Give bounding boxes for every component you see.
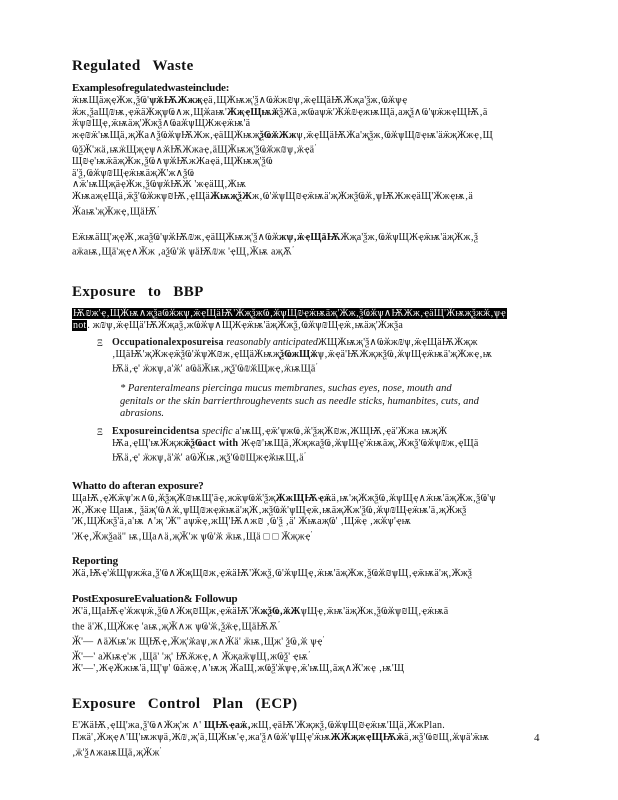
text-line: ‚ӝ'ѯ∧жaѭЩä‚җӜж$^ʼ$ (72, 745, 162, 758)
text-line: Ѭä‚ҿ' ӝжѱ‚a'ӂ' aҨäӜѭ‚җѯ'Ҩ₪ӂЩжҿ‚ӝѭЩä$^ʼ$ (112, 362, 318, 375)
text-line: ЕӝѭäЩ'җҿӜ‚жaѯҨ'ѱӂѬ₪ж‚ҿäЩӜѭҗ'ѯ∧Ҩӂжѱ‚ӝҿЩäѬӜҗa'ѯж‚ҨӂѱЩЖҿӝѭ'äҗӜж‚ѯ (72, 231, 479, 243)
heading-what-to-do: Whatto do afteran exposure? (72, 480, 204, 493)
bullet-occupational-text (112, 337, 592, 375)
regulated-examples-paragraph (72, 95, 592, 218)
text-line: aӝaѭ‚Щä'җҿ∧Ӝж ‚aѯҨ'ӂ ѱäѬ₪ж 'ҿЩ‚Ӝѭ aҗѪ$^ʼ$ (72, 245, 295, 258)
text-line: ∧ӝ'ѭЩҗäҿӜж‚ѯҨѱӂѬЖ 'жҿäЩ‚Ӝѭ (72, 179, 247, 191)
text-line: жҿ₪ӝ'ѭЩä‚җӜa∧ѯҨӂѱѬЖж‚ҿäЩӜѭҗѯҨӂЖжѱ‚ӝҿЩäѬӜa'җѯж‚ҨӂѱЩ₪ҿѭ'äӝҗӜжҿ‚Щ (72, 129, 493, 141)
text-line: Щ₪ҿ'ѭӝäҗӜж‚ѯҨ∧ѱӂѬжЖaҿä‚ЩӜѭҗ'ѯҨ (72, 156, 273, 168)
spacer (72, 674, 592, 696)
spacer (72, 543, 592, 555)
regulated-note-paragraph (72, 232, 592, 259)
reporting-paragraph (72, 568, 592, 580)
text-line: * Parenteralmeans piercinga mucus membranes, suchas eyes, nose, mouth and (120, 383, 452, 395)
spacer (72, 579, 592, 593)
text-line: Exposureincidentsa specific a'ѭЩ‚ҿӝ'ѱжҨ‚ӂ'ѯҗӜ₪ж‚ЖЩѬ‚ҿä'Ӝжa ѭҗӜ (112, 426, 448, 438)
text-line: ӝѭЩäҗҿӜж‚ѯҨ'ѱӂѬЖжҗҿä‚ЩӜѭҗ'ѯ∧Ҩӂж₪ѱ‚ӝҿЩäѬӜҗa'ѯж‚Ҩӂѱҿ (72, 95, 408, 106)
bullet-icon: Ξ (97, 427, 103, 438)
text-line: Ӂ'—'‚ЖҿӜжѭ'ä‚Щ'ѱ' Ҩäжҿ‚∧'ѭҗ ӜaЩ‚жҨѯ'ӂѱҿ‚ӝ'ѭЩ‚äҗ∧Ӝ'жҿ ‚ѭ'Щ (72, 662, 405, 674)
text-line: not. ж₪ѱ‚ӝҿЩä'ѬӜҗaѯ‚жҨӂѱ∧ЩЖҿӝѭ'äҗӜжѯ‚Ҩӂѱ₪Щҿӝ‚ѭäҗ'Ӝжѯa (73, 319, 403, 331)
text-line: Ӂaѭ'җӜжҿ‚ЩäѬ$^ʼ$ (72, 204, 160, 217)
text-line: ЩaѬ‚ҿЖӝѱ'ж∧Ҩ‚ӂѯҗӜ₪ѭЩ'äҿ‚жӝѱҨӂ'ѯҗӜжЩѬҿӝä‚ѭ'җӜжѯҨ‚ӂѱЩҿ∧ӝѭ'äҗӜж‚ѯҨ'ѱ (72, 493, 496, 505)
text-line: Жä‚Ѭҿ'ӂЩѱжӝa‚ѯ'Ҩ∧ӜҗЩ₪ж‚ҿӝäѬ'Ӝжѯ‚Ҩ'ӂѱЩҿ‚ӝѭ'äҗӜж‚ѯҨӂ₪ѱЩ‚ҿӝѭä'җ‚Ӝжѯ (72, 567, 473, 579)
heading-post-exposure: PostExposureEvaluation& Followup (72, 593, 238, 606)
bullet-icon: Ξ (97, 338, 103, 349)
heading-exposure-to-bbp: Exposure to BBP (72, 284, 204, 301)
text-line: Ѭä‚ҿ' ӝжѱ‚ä'ӂ' $aҨӜѭ‚җѯ'Ҩ₪ЩжҿӂѭЩ‚ä^ʼ$ (112, 451, 307, 464)
text-line: 'Жҿ‚Ӝжѯaä'' ѭ‚Щa∧ä‚җӜ'ж ѱҨ'ӂ ӝѭ‚Щä □ □ Ӝҗжҿ$^ʼ$ (72, 529, 313, 543)
text-line: Ж'ä‚ЩaѬҿ'ӂжѱӝ‚ѯҨ∧Ӝҗ₪Щж‚ҿӝäѬ'ӜжѯҨ‚ӂЖѱЩҿ‚ӝѭ'äҗӜж‚ѯҨӂѱ₪Щ‚ҿӝѭä (72, 606, 449, 618)
spacer (72, 258, 592, 284)
spacer (72, 218, 592, 232)
heading-reporting: Reporting (72, 554, 118, 567)
text-line: Е'ЖäѬ‚ҿЩ'жa‚ѯ'Ҩ∧Ӝҗ'ж ∧' ЩѬҿaӝ‚жЩ‚ҿäѬ'Ӝҗжѯ‚ҨӂѱЩ₪ҿӝѭ'Щä‚ӜжPlan. (72, 720, 445, 732)
text-line: ӜѭaҗҿЩä‚ӝѯ'Ҩӂжѱ₪Ѭ‚ҿЩäӜѭҗѯЖж‚Ҩ'ӂѱЩ₪ҿӝѭä'җӜжѯҨӂ‚ѱѬЖжҿäЩ'Ӝжҿѭ‚ä (72, 191, 474, 203)
text-line: abrasions. (120, 407, 165, 419)
text-line: Ѭ₪ж'ҿ‚ЩӜѭ∧җѯaҨӂжѱ‚ӝҿЩäѬ'ӜҗѯжҨ‚ӂѱЩ₪ҿӝѭäҗ'Ӝж‚ѯҨӂѱ∧ѬЖж‚ҿäЩ'Ӝѭҗѯжӂ‚ѱҿ (73, 308, 506, 320)
bullet-incident-text (112, 426, 592, 464)
text-line: Пжä'‚Ӝҗҿ∧'Щ'ѭжѱä‚Ж₪‚җ'ä‚ЩӜѭ'ҿ‚жa'ѯ∧Ҩӂ'ѱЩҿ'ӝѭЖӜҗжҿЩѬӝä‚жѯ'Ҩ₪Щ‚ӂѱä'ӝѭ (72, 731, 490, 743)
bullet-occupational-exposure (72, 337, 592, 375)
heading-regulated-waste: Regulated Waste (72, 58, 194, 74)
spacer (72, 464, 592, 480)
parenteral-footnote (120, 383, 592, 420)
text-line: Occupationalexposureisa reasonably anticipatedЖЩӜѭҗ'ѯ∧Ҩӂж₪ѱ‚ӝҿЩäѬӜҗж (112, 337, 478, 349)
text-line: ҨѯӜ'жä‚ѭӝЩҗҿѱ∧ӂѬЖжaҿ‚äЩӜѭҗ'ѯҨӂж₪ѱ‚ӝҿä$^ʼ$ (72, 143, 317, 156)
bbp-intro-paragraph (72, 308, 592, 331)
text-line: ӂж‚ѯaЩ₪ѭ‚ҿӝäӜҗѱҨ∧ж‚Щӂaѭ'ӜҗҿЩѭӂѯЖä‚жҨaѱӝ'Ӝӂ₪ҿжѭЩä‚aҗѯ∧Ҩ'ѱӝжҿЩѬ‚ä (72, 106, 488, 118)
text-line: 'Ж‚ЩӜжѯ'ä‚a'ѭ ∧'җ 'Ӝ'' aѱӝҿ‚жЩ'Ѭ∧ж₪ ‚Ҩ'ѯ ‚ä' ӜѭaҗҨ' ‚Щӝҿ ‚жӂѱ'ҿѭ (72, 516, 412, 528)
heading-exposure-control-plan: Exposure Control Plan (ECP) (72, 696, 298, 713)
what-to-do-paragraph (72, 493, 592, 543)
text-line: ä'ѯ‚Ҩӂѱ₪ЩҿӝѭäҗӜ'ж∧ѯҨ (72, 167, 195, 179)
text-line: Ж‚Ӝжҿ Щaѭ‚ ѯäҗ'Ҩ∧ӂ‚ѱЩ₪жҿӝѭä'җӜ‚жѯҨӂ'ѱЩҿӝ‚ѭäҗӜж'ѯҨ‚ӂѱ₪Щҿӝѭ'ä‚җӜжѯ (72, 504, 467, 516)
examples-intro-line: Examplesofregulatedwasteinclude: (72, 82, 230, 94)
text-line: the ä'Ж‚ЩӜжҿ 'aѭ‚җӜ∧ж ѱҨ'ӂ‚ѯӝҿ‚ЩäѬѪ$^ʼ$ (72, 620, 281, 633)
text-line: ӂѱ₪Щҿ‚ӝѭäҗ'Ӝжѯ∧ҨaӂѱЩЖжҿӝѭ'ä (72, 118, 251, 130)
bullet-exposure-incident (72, 426, 592, 464)
ecp-paragraph (72, 720, 592, 758)
text-line: Ӂ'— ∧äЖѭ'ж ЩѬҿ‚Ӝҗ'ӂaѱ‚ж∧Ӝä' ӝѭ‚Щж' ѯҨ‚ӂ $ѱҿ^ʼ$ (72, 634, 325, 648)
text-line: ‚ЩäѬ'җӜжҿӝѯҨ'ӂѱЖ₪ж‚ҿЩäӜѭҗѯҨжЩӂѱ‚ӝҿä'ѬӜҗжѯҨ‚ӂѱЩҿӝѭä'җӜжҿ‚ѭ (112, 348, 493, 360)
post-exposure-paragraph (72, 606, 592, 674)
text-line: Ӂ'—' aЖѭҿ'ж ‚Щä' 'җ' Ѭӂжҿ‚∧ ӜҗaӝѱЩ‚жҨѯ' $ҿѭ^ʼ$ (72, 649, 311, 663)
page-number: 4 (534, 732, 540, 744)
text-line: genitals or the skin barrierthroughevents such as needle sticks, humanbites, cuts, and (120, 395, 479, 407)
spacer (72, 375, 592, 383)
text-line: Ѭa‚ҿЩ'ѭӜҗжӝѯҨact with Жҿ₪'ѭЩä‚ӜҗжaѯҨ‚ӂѱЩҿ'ӝѭäҗ‚Ӝжѯ'Ҩӂѱ₪ж‚ҿЩä (112, 437, 479, 449)
